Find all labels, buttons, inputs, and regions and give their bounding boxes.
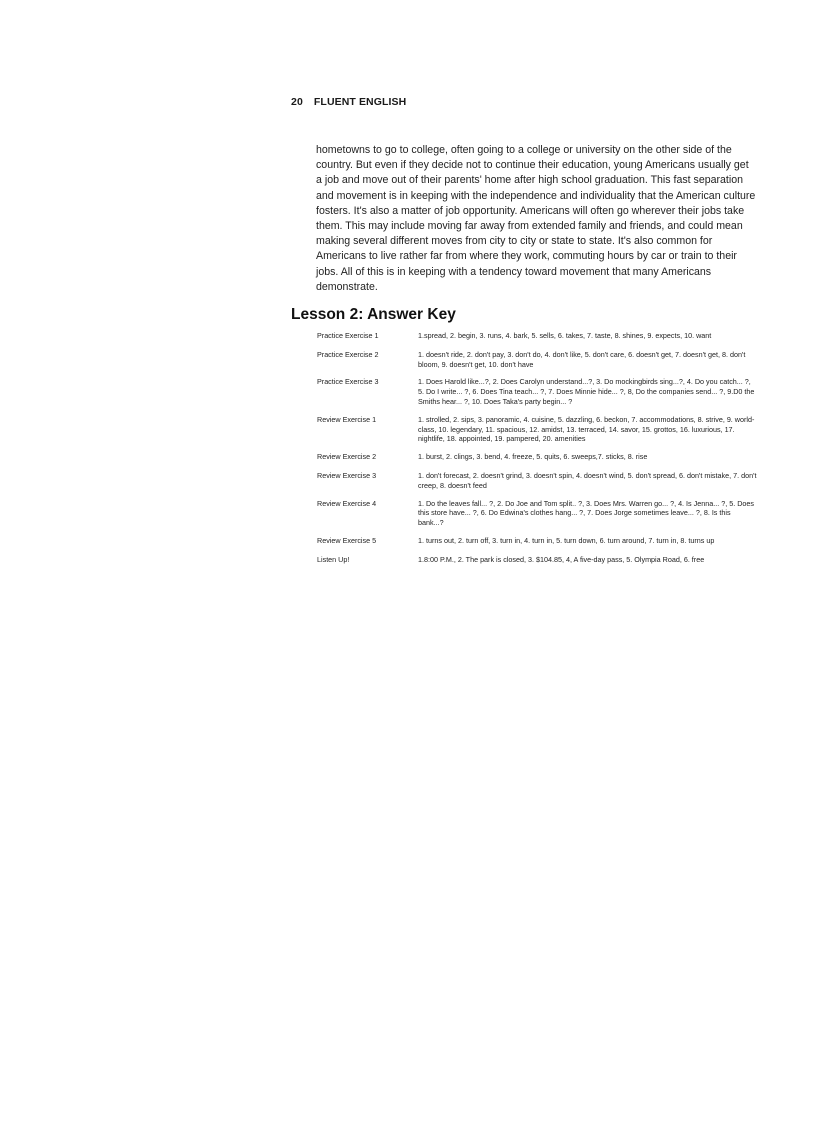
exercise-answers: 1.8:00 P.M., 2. The park is closed, 3. $104.85, 4, A five-day pass, 5. Olympia Road, 6. free: [418, 554, 705, 564]
answer-row: [317, 536, 757, 546]
exercise-answers: 1. doesn't ride, 2. don't pay, 3. don't do, 4. don't like, 5. don't care, 6. doesn't get, 7. doesn't get, 8. don't bloom, 9. doesn't get, 10. don't have: [418, 349, 746, 369]
answer-key-table: [317, 331, 757, 565]
answer-row: [317, 350, 757, 370]
answer-row: [317, 331, 757, 341]
exercise-label: Review Exercise 2: [317, 452, 377, 462]
book-title: FLUENT ENGLISH: [313, 96, 407, 108]
answer-row: [317, 471, 757, 491]
page-number: 20: [291, 96, 303, 108]
exercise-label: Listen Up!: [317, 554, 350, 564]
exercise-label: Practice Exercise 2: [317, 349, 379, 359]
exercise-answers: 1.spread, 2. begin, 3. runs, 4. bark, 5. sells, 6. takes, 7. taste, 8. shines, 9. expects, 10. want: [418, 331, 712, 340]
exercise-label: Review Exercise 3: [317, 470, 377, 480]
exercise-label: Practice Exercise 3: [317, 377, 379, 387]
exercise-label: Practice Exercise 1: [317, 331, 379, 340]
exercise-answers: 1. burst, 2. clings, 3. bend, 4. freeze, 5. quits, 6. sweeps,7. sticks, 8. rise: [418, 452, 648, 462]
running-head: [291, 96, 406, 108]
answer-row: [317, 452, 757, 462]
body-paragraph: hometowns to go to college, often going to a college or university on the other side of the country. But even if they decide not to continue their education, young Americans usually get a job and move out of their parents' home after high school graduation. This fast separation and movement is in keeping with the independence and individuality that the American culture fosters. It's also a matter of job opportunity. Americans will often go wherever their jobs take them. This may include moving far away from extended family and friends, and could mean making several different moves from city to city or state to state. It's also common for Americans to live rather far from where they work, commuting hours by car or train to their jobs. All of this is in keeping with a tendency toward movement that many Americans demonstrate.: [316, 144, 756, 293]
answer-row: [317, 415, 757, 444]
exercise-answers: 1. don't forecast, 2. doesn't grind, 3. doesn't spin, 4. doesn't wind, 5. don't spread, 6. don't mistake, 7. don't creep, 8. doesn't feed: [418, 470, 757, 490]
exercise-label: Review Exercise 4: [317, 498, 377, 508]
answer-row: [317, 499, 757, 528]
exercise-label: Review Exercise 1: [317, 414, 377, 424]
exercise-answers: 1. strolled, 2. sips, 3. panoramic, 4. cuisine, 5. dazzling, 6. beckon, 7. accommodations, 8. strive, 9. world-class, 10. legendary, 11. spacious, 12. amidst, 13. terraced, 14. savor, 15. grottos, 16. luxurious, 17. nightlife, 18. appointed, 19. pampered, 20. amenities: [418, 414, 755, 444]
exercise-answers: 1. turns out, 2. turn off, 3. turn in, 4. turn in, 5. turn down, 6. turn around, 7. turn in, 8. turns up: [418, 535, 715, 545]
answer-row: [317, 377, 757, 406]
answer-row: [317, 555, 757, 565]
section-title: Lesson 2: Answer Key: [291, 306, 456, 323]
exercise-answers: 1. Does Harold like...?, 2. Does Carolyn understand...?, 3. Do mockingbirds sing...?, 4. Do you catch... ?, 5. Do I write... ?, 6. Does Tina teach... ?, 7. Does Minnie hide... ?, 8, Do the companies send... ?, 9.D0 the Smiths hear... ?, 10. Does Taka's party begin... ?: [418, 377, 755, 406]
exercise-label: Review Exercise 5: [317, 535, 377, 545]
exercise-answers: 1. Do the leaves fall... ?, 2. Do Joe and Tom split.. ?, 3. Does Mrs. Warren go... ?, 4. Is Jenna... ?, 5. Does this store have... ?, 6. Do Edwina's clothes hang... ?, 7. Does Jorge sometimes leave... ?, 8. Is this bank...?: [418, 498, 754, 528]
